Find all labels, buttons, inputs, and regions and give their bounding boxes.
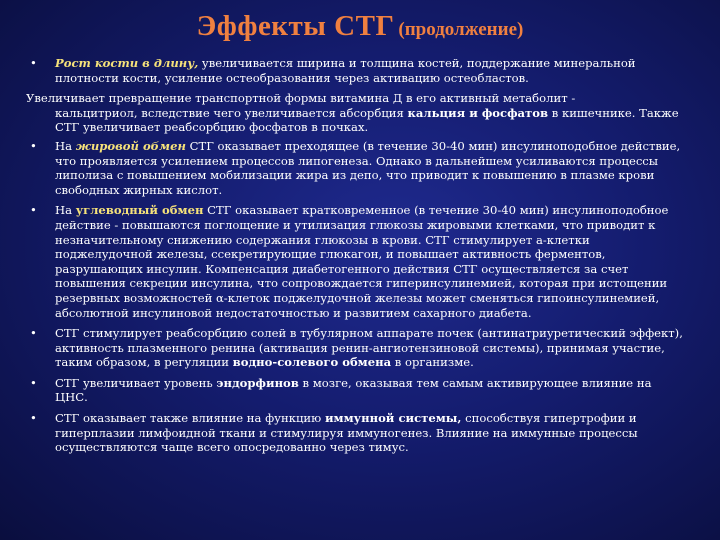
highlight-fat-metabolism: жировой обмен bbox=[75, 138, 186, 153]
paragraph-text: в организме. bbox=[391, 355, 474, 370]
highlight-carbohydrate-metabolism: углеводный обмен bbox=[75, 203, 204, 218]
bullet-icon: • bbox=[30, 138, 37, 153]
paragraph-vitamin-d bbox=[26, 91, 686, 135]
bullet-paragraph-endorphins bbox=[26, 376, 686, 405]
paragraph-text: СТГ оказывает преходящее (в течение 30-40 мин) инсулиноподобное действие, что проявляется усилением процессов липогенеза. Однако в дальнейшем усиливаются процессы липолиза с повышением мобилизации жира из депо, что приводит к повышению в плазме крови свободных жирных кислот. bbox=[55, 138, 681, 197]
paragraph-text: СТГ стимулирует реабсорбцию солей в тубулярном аппарате почек (антинатриуретический эффект), активность плазменного ренина (активация ренин-ангиотензиновой системы), принимая участие, таким образом, в регуляции bbox=[55, 326, 683, 370]
highlight-bone-growth: Рост кости в длину, bbox=[55, 56, 199, 70]
bullet-icon: • bbox=[30, 326, 37, 341]
bullet-paragraph-carbohydrate-metabolism bbox=[26, 203, 686, 320]
bullet-icon: • bbox=[30, 375, 37, 390]
bullet-icon: • bbox=[30, 203, 37, 218]
paragraph-text: Увеличивает превращение транспортной формы витамина Д в его активный метаболит - bbox=[26, 91, 576, 106]
paragraph-text: в мозге, оказывая тем самым активирующее влияние на ЦНС. bbox=[55, 375, 652, 405]
slide-content bbox=[26, 56, 686, 461]
paragraph-text: способствуя гипертрофии и гиперплазии лимфоидной ткани и стимулируя иммуногенез. Влияние на иммунные процессы осуществляются чаще всего опосредованно через тимус. bbox=[55, 411, 638, 455]
bold-immune-system: иммунной системы, bbox=[324, 411, 462, 426]
bullet-icon: • bbox=[30, 411, 37, 426]
paragraph-text: увеличивается ширина и толщина костей, поддержание минеральной плотности кости, усиление остеобразования через активацию остеобластов. bbox=[55, 56, 636, 85]
bullet-paragraph-bone-growth bbox=[26, 56, 686, 85]
title-subtitle: (продолжение) bbox=[398, 19, 524, 40]
bullet-paragraph-immune-system bbox=[26, 411, 686, 455]
bold-endorphins: эндорфинов bbox=[216, 375, 299, 390]
bold-water-salt-metabolism: водно-солевого обмена bbox=[232, 355, 392, 370]
paragraph-continuation bbox=[26, 106, 686, 135]
bullet-paragraph-fat-metabolism bbox=[26, 139, 686, 197]
paragraph-text: СТГ оказывает также влияние на функцию bbox=[55, 411, 325, 426]
bullet-icon: • bbox=[30, 56, 37, 70]
paragraph-text: СТГ оказывает кратковременное (в течение 30-40 мин) инсулиноподобное действие - повышаются поглощение и утилизация глюкозы жировыми клетками, что приводит к незначительному снижению содержания глюкозы в крови. СТГ стимулирует а-клетки поджелудочной железы, ссекретирующие глюкагон, и повышает активность ферментов, разрушающих инсулин. Компенсация диабетогенного действия СТГ осуществляется за счет повышения секреции инсулина, что сопровождается гиперинсулинемией, которая при истощении резервных возможностей α-клеток поджелудочной железы может сменяться гипоинсулинемией, абсолютной инсулиновой недостаточностью и развитием сахарного диабета. bbox=[55, 203, 669, 320]
paragraph-text: кальцитриол, вследствие чего увеличивается абсорбция bbox=[55, 105, 408, 120]
paragraph-text: На bbox=[55, 203, 76, 218]
paragraph-text: СТГ увеличивает уровень bbox=[55, 375, 217, 390]
paragraph-text: На bbox=[55, 138, 76, 153]
paragraph-text: в кишечнике. Также СТГ увеличивает реабсорбцию фосфатов в почках. bbox=[55, 105, 679, 135]
slide-title bbox=[0, 10, 720, 43]
bullet-paragraph-water-salt bbox=[26, 326, 686, 370]
bold-calcium-phosphate: кальция и фосфатов bbox=[407, 105, 549, 120]
title-main: Эффекты СТГ bbox=[196, 10, 395, 42]
